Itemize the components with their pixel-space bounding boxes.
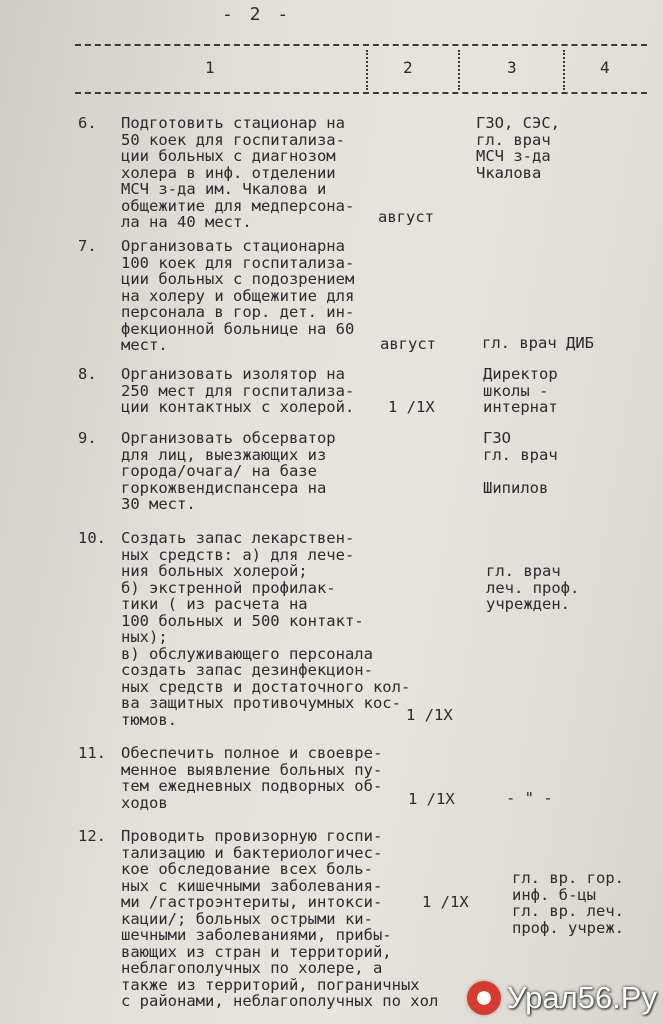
- item-number: 9.: [78, 429, 97, 447]
- item-text: Организовать стационарна 100 коек для госпитализа- ции больных с подозрением на холеру и общежитие для персонала в гор. дет. ин- фекционной больнице на 60 мест.: [121, 237, 355, 354]
- item-responsible: - " -: [506, 789, 553, 807]
- table-header-bottom-rule: [75, 92, 647, 94]
- column-header-3: 3: [507, 58, 517, 77]
- table-header-top-rule: [75, 44, 647, 46]
- item-deadline: август: [380, 335, 436, 353]
- item-number: 11.: [78, 744, 106, 762]
- item-text: Подготовить стационар на 50 коек для госпитализа- ции больных с диагнозом холера в инф. отделении МСЧ з-да им. Чкалова и общежитие для медперсона- ла на 40 мест.: [121, 114, 355, 231]
- ural56-logo-icon: [467, 981, 501, 1015]
- item-number: 10.: [78, 529, 106, 547]
- item-text: Создать запас лекарствен- ных средств: а) для лече- ния больных холерой; б) экстренной профилак- тики ( из расчета на 100 больных и 500 контакт- ных); в) обслуживающего персонала создать запас дезинфекцион- ных средств и достаточного кол- ва защитных противочумных кос- тюмов.: [121, 529, 411, 729]
- item-responsible: гл. врач леч. проф. учрежден.: [486, 562, 580, 613]
- column-header-4: 4: [600, 58, 610, 77]
- column-separator: [458, 50, 460, 90]
- column-header-2: 2: [403, 58, 413, 77]
- item-number: 7.: [78, 237, 97, 255]
- watermark-text: Урал56.Ру: [506, 980, 657, 1015]
- item-number: 12.: [78, 827, 106, 845]
- site-watermark: [467, 980, 657, 1016]
- item-deadline: 1 /1Х: [422, 893, 469, 911]
- item-deadline: 1 /1Х: [406, 706, 453, 724]
- item-deadline: август: [378, 208, 434, 226]
- item-text: Организовать изолятор на 250 мест для госпитализа- ции контактных с холерой.: [121, 365, 355, 416]
- column-header-1: 1: [205, 58, 215, 77]
- item-number: 6.: [78, 114, 97, 132]
- item-responsible: ГЗО гл. врач Шипилов: [483, 429, 558, 497]
- item-text: Проводить провизорную госпи- тализацию и бактериологичес- кое обследование всех боль- ных с кишечными заболевания- ми /гастроэнтериты, интокси- кации/; больных острыми ки- шечными заболеваниями, прибы- вающих из стран и территорий, неблагополучных по холере, а также из территорий, пограничных с районами, неблагополучных по хол: [121, 827, 439, 1010]
- column-separator: [366, 50, 368, 90]
- item-responsible: ГЗО, СЭС, гл. врач МСЧ з-да Чкалова: [476, 114, 560, 182]
- item-text: Обеспечить полное и своевре- менное выявление больных пу- тем ежедневных подворных об- ходов: [121, 744, 383, 812]
- item-responsible: Директор школы - интернат: [483, 365, 558, 416]
- item-deadline: 1 /1Х: [408, 790, 455, 808]
- page-number: - 2 -: [222, 4, 292, 25]
- item-responsible: гл. вр. гор. инф. б-цы гл. вр. леч. проф. учреж.: [512, 869, 624, 937]
- item-responsible: гл. врач ДИБ: [482, 334, 594, 352]
- column-separator: [563, 50, 565, 90]
- item-number: 8.: [78, 365, 97, 383]
- item-deadline: 1 /1Х: [388, 398, 435, 416]
- item-text: Организовать обсерватор для лиц, выезжающих из города/очага/ на базе горкожвендиспансера на 30 мест.: [121, 429, 336, 513]
